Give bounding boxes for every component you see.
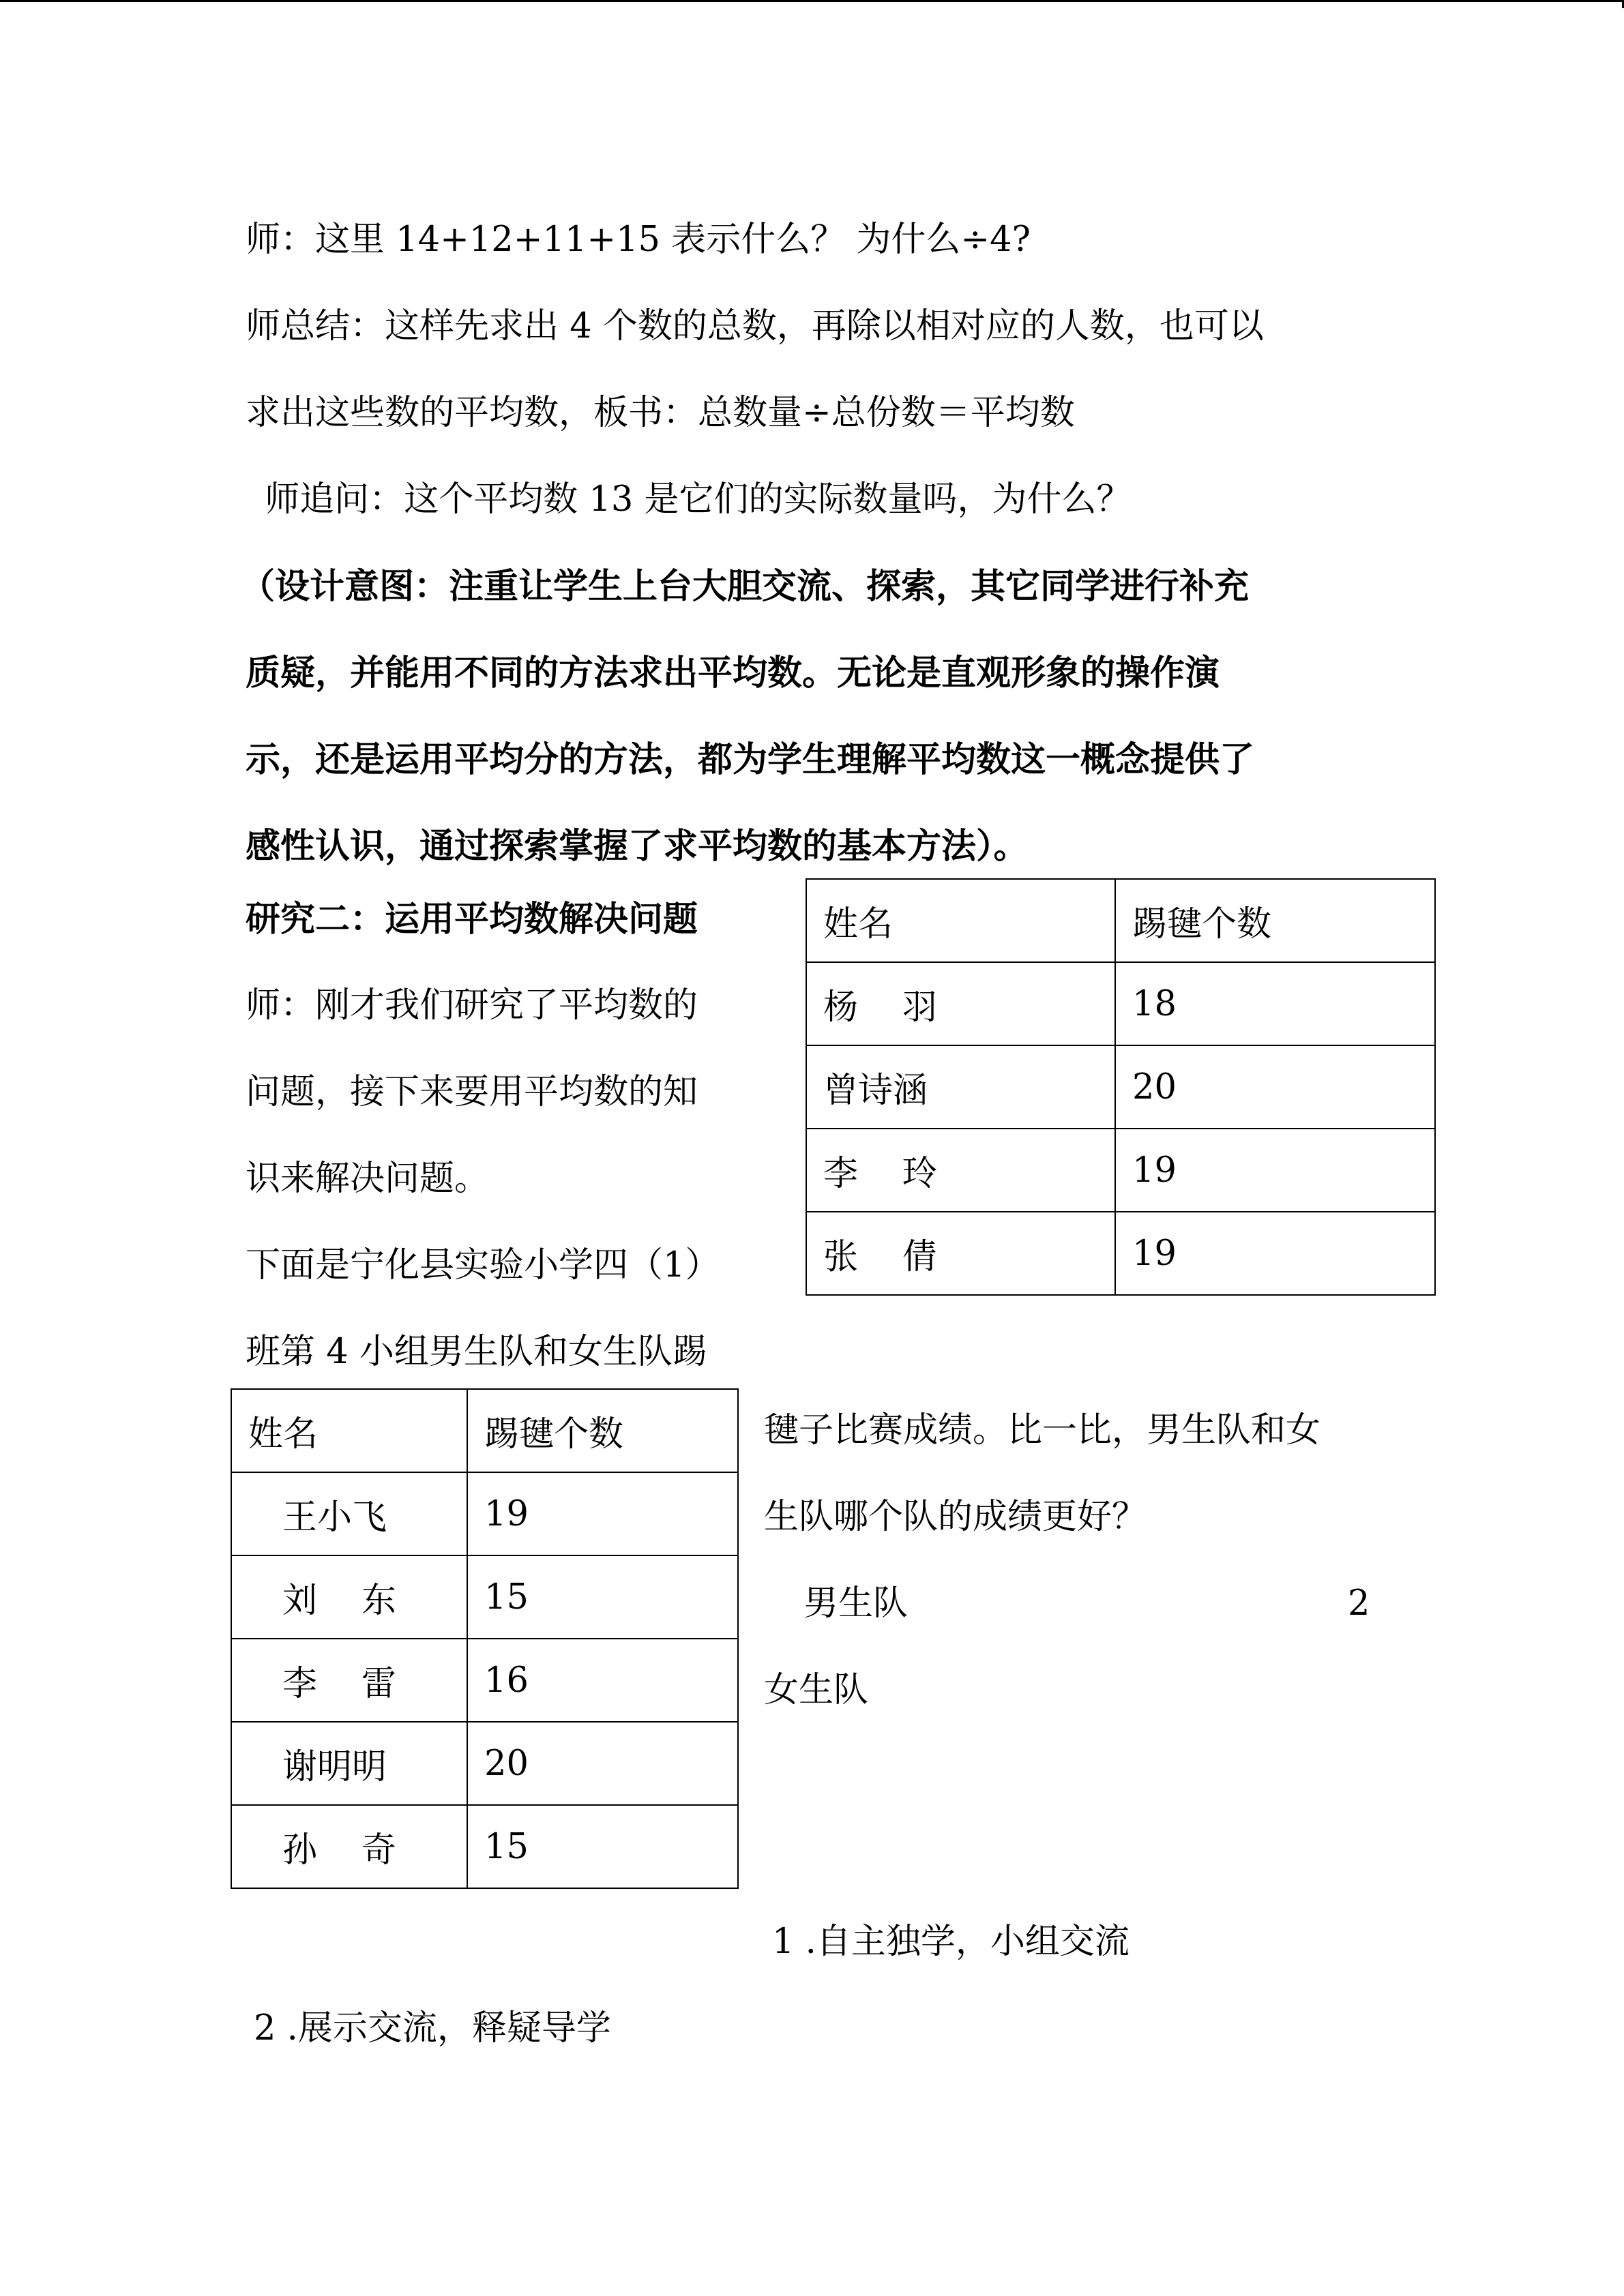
header-name: 姓名 bbox=[806, 879, 1115, 962]
cell-name: 谢明明 bbox=[231, 1722, 467, 1805]
girls-score-table bbox=[806, 878, 1436, 1296]
cell-name: 杨 羽 bbox=[806, 962, 1115, 1045]
table-row bbox=[231, 1805, 738, 1888]
design-note-line4: 感性认识，通过探索掌握了求平均数的基本方法）。 bbox=[246, 826, 1029, 867]
paragraph-summary-line1: 师总结：这样先求出 4 个数的总数，再除以相对应的人数，也可以 bbox=[246, 306, 1264, 346]
table-row bbox=[231, 1472, 738, 1555]
paragraph-follow-up: 师追问：这个平均数 13 是它们的实际数量吗，为什么？ bbox=[254, 479, 1132, 520]
cell-name: 曾诗涵 bbox=[806, 1045, 1115, 1129]
cell-name: 王小飞 bbox=[231, 1472, 467, 1555]
table-row bbox=[231, 1722, 738, 1805]
intro-line2: 问题，接下来要用平均数的知 bbox=[246, 1072, 698, 1112]
girls-team-label: 女生队 bbox=[764, 1670, 869, 1710]
paragraph-summary-line2: 求出这些数的平均数，板书：总数量÷总份数＝平均数 bbox=[246, 393, 1075, 433]
compare-line2: 生队哪个队的成绩更好？ bbox=[764, 1497, 1147, 1537]
cell-name: 李 玲 bbox=[806, 1129, 1115, 1212]
compare-line1: 毽子比赛成绩。比一比，男生队和女 bbox=[764, 1410, 1321, 1450]
table-header-row bbox=[231, 1389, 738, 1472]
intro-line5: 班第 4 小组男生队和女生队踢 bbox=[246, 1332, 707, 1372]
table-row bbox=[806, 1045, 1435, 1129]
cell-count: 19 bbox=[1115, 1212, 1435, 1295]
design-note-line3: 示，还是运用平均分的方法，都为学生理解平均数这一概念提供了 bbox=[246, 739, 1255, 780]
cell-name: 李 雷 bbox=[231, 1639, 467, 1722]
header-name: 姓名 bbox=[231, 1389, 467, 1472]
cell-name: 孙 奇 bbox=[231, 1805, 467, 1888]
intro-line1: 师：刚才我们研究了平均数的 bbox=[246, 985, 698, 1026]
table-row bbox=[806, 1129, 1435, 1212]
section-heading-research2: 研究二：运用平均数解决问题 bbox=[246, 899, 698, 940]
table-row bbox=[231, 1555, 738, 1639]
intro-line3: 识来解决问题。 bbox=[246, 1159, 490, 1199]
cell-count: 15 bbox=[467, 1555, 738, 1639]
header-count: 踢毽个数 bbox=[1115, 879, 1435, 962]
step-1: 1 .自主独学，小组交流 bbox=[772, 1922, 1130, 1962]
cell-name: 张 倩 bbox=[806, 1212, 1115, 1295]
table-row bbox=[806, 962, 1435, 1045]
cell-count: 19 bbox=[1115, 1129, 1435, 1212]
design-note-line1: （设计意图：注重让学生上台大胆交流、探索，其它同学进行补充 bbox=[240, 566, 1250, 607]
design-note-line2: 质疑，并能用不同的方法求出平均数。无论是直观形象的操作演 bbox=[246, 653, 1220, 694]
paragraph-teacher-question: 师：这里 14+12+11+15 表示什么？ 为什么÷4? bbox=[246, 220, 1031, 260]
cell-count: 20 bbox=[1115, 1045, 1435, 1129]
boys-score-table bbox=[231, 1388, 739, 1889]
cell-count: 16 bbox=[467, 1639, 738, 1722]
boys-team-label: 男生队 bbox=[803, 1583, 909, 1624]
table-row bbox=[231, 1639, 738, 1722]
cell-count: 19 bbox=[467, 1472, 738, 1555]
cell-count: 18 bbox=[1115, 962, 1435, 1045]
intro-line4: 下面是宁化县实验小学四（1） bbox=[246, 1245, 720, 1285]
header-count: 踢毽个数 bbox=[467, 1389, 738, 1472]
page-top-border bbox=[0, 0, 1624, 2]
step-2: 2 .展示交流，释疑导学 bbox=[254, 2008, 611, 2048]
cell-name: 刘 东 bbox=[231, 1555, 467, 1639]
table-row bbox=[806, 1212, 1435, 1295]
cell-count: 15 bbox=[467, 1805, 738, 1888]
cell-count: 20 bbox=[467, 1722, 738, 1805]
stray-digit: 2 bbox=[1348, 1583, 1370, 1624]
table-header-row bbox=[806, 879, 1435, 962]
